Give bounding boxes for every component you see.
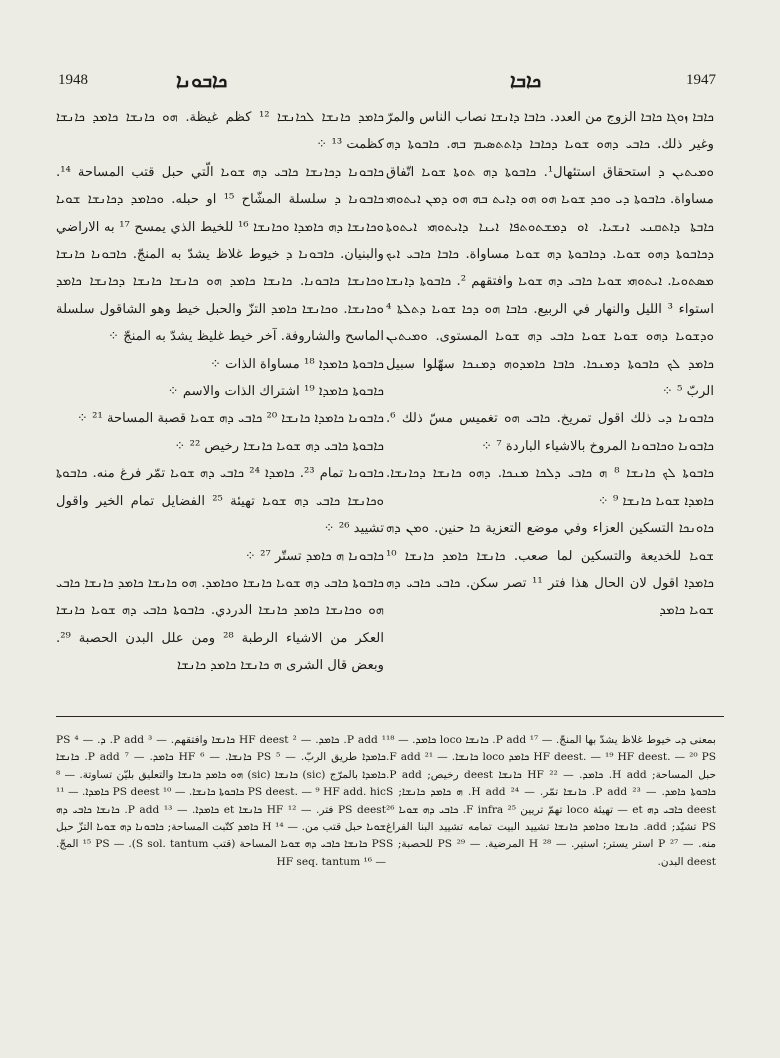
footnotes-right bbox=[386, 732, 716, 1002]
lexicon-entry: ܟܐܒܘܬܐ ܟܐܡܕܐ ¹⁹ اشتراك الذات والاسم ⁘ bbox=[167, 384, 384, 400]
lexicon-entry: ܟܐܒܘܢܐ ܗ ܟܐܡܕ تستّر ²⁷ ⁘ bbox=[244, 548, 384, 564]
lexicon-entry: ܟܐܒܘܢܐ ܟܐܡܕܐ ܟܐܢܫܐ ²⁰ ܟܐܒܝ ܕܗ ܫܘܝܐ قصبة المساحة ²¹ ⁘ bbox=[76, 411, 384, 427]
lexicon-entry: ܟܐܘܢܟܐ التسكين العزاء وفي موضع التعزية ܟܐ حنين. ܘܡܢ ܕܗ ܫܘܝܐ للخديعة والتسكين لما صعب. ܟܐܢܫܐ ܟܐܡܕ ܟܐܢܫܐ ¹⁰ ܟܐܡܕܐ اقول لان الحال هذا فتر ¹¹ تصر سكن. ܟܐܒܝ ܟܐܒܝ ܕܗ ܫܘܝܐ ܟܐܡܕ bbox=[386, 521, 714, 619]
lexicon-entry: ܟܐܒܘܬܐ ܟܐܡܕܐ ¹⁸ مساواة الذات ⁘ bbox=[209, 356, 384, 372]
lexicon-entry: ܟܐܒܘܬܐ ܟܐܒܝ ܕܗ ܫܘܝܐ ܟܐܢܫܐ ܘܟܐܡܕ. ܗܘ ܟܐܢܫܐ ܟܐܡܕ ܟܐܢܫܐ ܟܐܒܝ ܗܘ ܘܟܐܢܫܐ ܟܐܡܕ ܟܐܢܫܐ الدردي. ܟܐܒܘܬܐ ܟܐܒܝ ܕܗ ܫܘܝܐ ܟܐܢܫܐ العكر من الاشياء الرطبة ²⁸ ومن علل البدن الحصبة ²⁹. وبعض قال الشرى ܗ ܟܐܢܫܐ ܟܐܡܕ ܟܐܢܫܐ bbox=[56, 575, 384, 674]
lexicon-entry: ܟܐܒܘܢܐ ܕܝ ذلك اقول تمريخ. ܟܐܒܝ ܗܘ تغميس مسّ ذلك ⁶. ܟܐܒܘܢܐ ܘܟܐܒܘܢܐ المروخ بالاشياء الباردة ⁷ ⁘ bbox=[386, 411, 714, 454]
left-text-column bbox=[56, 104, 384, 714]
lexicon-entry: ܟܐܒܐ ܙܘܓܐ ܟܐܒܐ الزوج من العدد. ܟܐܒܐ ܕܐܢܫܐ نصاب الناس والمرّ وغير ذلك. ܟܐܒܝ ܕܗܘ ܫܘܝܐ ܕܟܐܒܐ ܕܐܬܬܣܝܡ ܒܗ. ܟܐܒܘܬܐ ܕܗ ܘܡܝܬܝܢ ܕ استحقاق استئهال¹. ܟܐܒܘܬܐ ܕܗ ܬܘܬܐ ܫܘܝܐ اتّفاق مساواة. ܟܐܒܘܬܐ ܕܝ ܘܟܕ ܫܘܝܐ ܗܘ ܗܘ ܕܐܝܬ ܒܗ ܗܘ ܕܡܢ ܐܝܬܘܗܝ ܟܐܒܬܐ ܕܐܬܩܢܝ ܐܢܫܝܐ. ܐܘ ܕܡܫܬܘܬܦܐ ܐܝܢܐ ܕܐܝܬܘܗܝ ܐܝܬܘܬܐ ܕܟܐܒܘܬܐ ܕܗܘ ܫܘܝܐ. ܕܟܐܒܘܬܐ ܕܗ ܫܘܝܐ مساواة. ܟܐܒܐ ܟܐܒܝ ܐܝܟ ܡܣܬܘܝܐ. ܐܝܬܘܗܝ ܫܘܝܐ ܟܐܒܝ ܕܗ ܫܘܝܐ وافتقهم ². ܟܐܒܘܬܐ ܕܐܢܫܐ استواء ³ الليل والنهار في الربيع. ܟܐܒܐ ܗܘ ܕܟܐ ܫܘܝܐ ܕܬܠܬܐ ⁴ ܘܕܫܘܝܐ ܕܗܘ ܫܘܝܐ ܫܘܝܐ ܟܐܒܝ ܕܗ ܫܘܝܐ المستوى. ܘܡܝܬܝܢ ܟܐܡܕ ܠܟ ܟܐܒܘܬܐ ܕܡܢܟܐ. ܟܐܒܐ ܟܐܡܕܘܗ ܕܡܢܟܐ سهّلوا سبيل الربّ ⁵ ⁘ bbox=[386, 110, 714, 400]
left-page-number: 1948 bbox=[58, 72, 88, 88]
left-running-head: ܟܐܒܘܢܐ bbox=[176, 70, 228, 92]
footnote-block: بمعنى ܕܝ خيوط غلاظ يشدّ بها المنجّ. — ¹⁷ P add. ܟܐܢܫܐ loco ܟܐܡܕ. — ¹⁸ HF deest. — ¹⁹ HF deest. — ²⁰ PS ܟܐܡܕ loco ܟܐܢܫܐ. — ²¹ F add. حبل المساحة; H add. ܟܐܡܕ. — ²² HF ܟܐܢܫܐ deest رخيص; P add. ܟܐܒܘܬܐ ܟܐܡܕ. — ²³ P add. ܟܐܢܫܐ تمّر. — ²⁴ H add. ܗ ܟܐܡܕ ܟܐܢܫܐ; S deest ܟܐܒܝ ܕܗ et — تهيئة loco تهمّ تريين ²⁵ F infra. ܟܐܒܝ ܕܗ ܫܘܝܐ ²⁶ PS تشيّد; add. ܟܐܢܫܐ ܘܟܐܡܕ ܟܐܢܫܐ تشييد البيت تمامه تشييد البنا الفراغ منه. — ²⁷ P استر يستر; استير. — ²⁸ H المرضية. — ²⁹ PS للحصبة; S deest البدن. bbox=[386, 734, 716, 868]
lexicon-entry: ܟܐܒܘܬܐ ܠܟ ܟܐܢܫܐ ⁸ ܗ ܟܐܒܝ ܕܠܟܐ ܡܢܟܐ. ܕܗܘ ܟܐܢܫܐ ܕܟܐܢܫܐ. ܟܐܡܕܐ ܫܘܝܐ ܟܐܢܫܐ ⁹ ⁘ bbox=[386, 466, 714, 509]
footnotes-left bbox=[56, 732, 386, 1002]
right-page-number: 1947 bbox=[686, 72, 716, 88]
lexicon-entry: ܟܐܒܘܬܐ ܟܐܒܝ ܕܗ ܫܘܝܐ ܟܐܢܫܐ رخيص ²² ⁘ bbox=[174, 438, 384, 454]
lexicon-entry: ܟܐܡܕ ܟܐܢܫܐ ܠܟܐܢܫܐ ¹² كظم غيظة. ܗܘ ܟܐܢܫܐ ܟܐܡܕ ܟܐܢܫܐ كظمت ¹³ ⁘ bbox=[56, 110, 384, 153]
right-text-column bbox=[386, 104, 714, 714]
right-running-head: ܟܐܒܐ bbox=[510, 70, 542, 92]
footnote-divider-right bbox=[386, 716, 724, 717]
footnote-block: ¹ P add. ܟܐܡܕ. — ² HF deest ܟܐܢܫܐ وافتقهم. — ³ P add. ܕ. — ⁴ PS ܟܐܡܕܐ طريق الربّ. — ⁵ PS ܟܐܢܫܐ. — ⁶ HF ܟܐܡܕ. — ⁷ P add. ܟܐܢܫܐ ܟܐܡܕܐ بالمرّج (sic) ܟܐܢܫܐ (sic) ܗܘ ܟܐܡܕ ܟܐܢܫܐ والتعليق بليّن تساوتة. — ⁸ PS deest. — ⁹ HF add. hic ܟܐܒܘܬܐ ܟܐܢܫܐ. — ¹⁰ PS deest ܟܐܡܕܐ. — ¹¹ PS deest فتر. — ¹² HF ܟܐܢܫܐ et ܟܐܡܕܐ. — ¹³ P add. ܟܐܢܫܐ ܟܐܒܝ ܕܗ ܫܘܝܐ حبل قتب من. — ¹⁴ H ܟܐܡܕ كتّبت المساحة; ܟܐܒܘܢܐ ܕܗ ܫܘܝܐ التزّ حبل PS ܟܐܢܫܐ ܟܐܒܝ ܕܗ ܫܘܝܐ المساحة (قتب S sol. tantum). — ¹⁵ PS المجّ. — ¹⁶ HF seq. tantum bbox=[56, 734, 386, 868]
footnote-divider-left bbox=[56, 716, 386, 717]
lexicon-entry: ܟܐܒܘܢܐ ܕܟܐܢܫܐ ܟܐܒܝ ܕܗ ܫܘܝܐ الّتي حبل قتب المساحة ¹⁴. ܟܐܒܘܢܐ ܕ سلسلة المشّاح ¹⁵ او حبله. ܘܟܐܡܕ ܕܟܐܢܫܐ ܫܘܝܐ ܘܟܐܢܫܐ ܕܗ ܟܐܡܕܐ ܘܟܐܢܫܐ ¹⁶ للخيط الذي يمسح ¹⁷ به الاراضي والبنيان. ܟܐܒܘܢܐ ܕ خيوط غلاظ يشدّ به المنجّ. ܟܐܒܘܢܐ ܟܐܢܫܐ ܘܟܐܢܫܐ ܟܐܒܘܢܐ. ܟܐܢܫܐ ܟܐܡܕ ܗܘ ܟܐܢܫܐ ܟܐܢܫܐ ܕܟܐܢܫܐ ܟܐܡܕ ܘܟܐܢܫܐ. ܘܟܐܢܫܐ ܟܐܡܕ التزّ والحبل خيط وهو الشاقول سلسلة الماسح والشاروفة. آخر خيط غليظ يشدّ به المنجّ ⁘ bbox=[56, 164, 384, 345]
lexicon-entry: ܟܐܒܘܢܐ تمام ²³. ܟܐܡܕܐ ²⁴ ܟܐܒܝ ܕܗ ܫܘܝܐ تمّر فرغ منه. ܟܐܒܘܬܐ ܘܟܐܢܫܐ ܟܐܒܝ ܕܗ ܫܘܝܐ تهيئة ²⁵ الفضايل تمام الخير واقول تشييد ²⁶ ⁘ bbox=[56, 466, 384, 537]
